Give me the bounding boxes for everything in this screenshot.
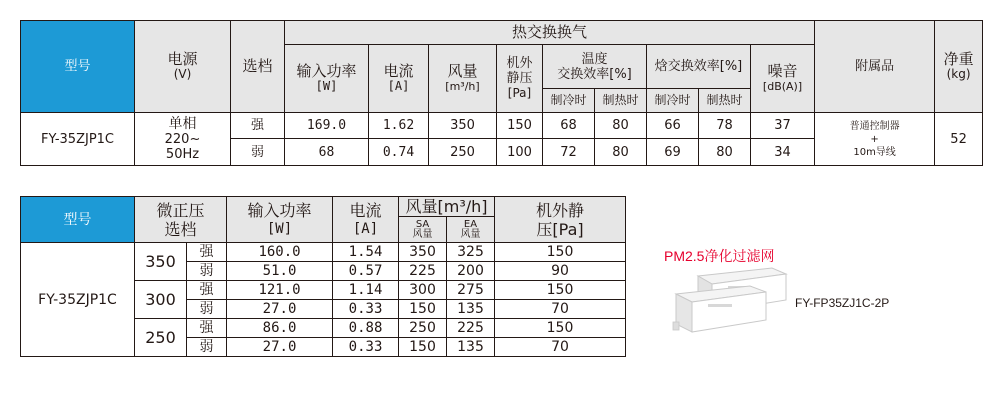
cell-input-power: 27.0 bbox=[227, 338, 333, 357]
header-accessories: 附属品 bbox=[815, 21, 935, 113]
header-static-pressure-line2: 压[Pa] bbox=[536, 219, 584, 239]
cell-model: FY-35ZJP1C bbox=[21, 243, 135, 357]
header-input-power bbox=[227, 197, 333, 243]
header-power-label: 电源 bbox=[167, 49, 198, 68]
cell-sa-airflow: 225 bbox=[399, 262, 447, 281]
header-static-pressure-line1: 机外 bbox=[506, 56, 533, 71]
cell-temp-cooling: 68 bbox=[543, 113, 595, 139]
cell-accessories bbox=[815, 113, 935, 166]
cell-input-power: 27.0 bbox=[227, 300, 333, 319]
cell-static-pressure: 100 bbox=[497, 139, 543, 166]
cell-enthalpy-heating: 78 bbox=[699, 113, 751, 139]
header-noise bbox=[751, 45, 815, 113]
header-ea-label: EA bbox=[463, 218, 478, 230]
cell-static-pressure: 150 bbox=[495, 243, 626, 262]
cell-sa-airflow: 300 bbox=[399, 281, 447, 300]
cell-gear: 强 bbox=[187, 319, 227, 338]
header-micro-pressure-line1: 微正压 bbox=[156, 200, 205, 220]
header-heat-exchange: 热交换换气 bbox=[285, 21, 815, 45]
header-static-pressure-line2: 静压 bbox=[506, 71, 533, 86]
cell-gear: 弱 bbox=[187, 262, 227, 281]
header-input-power-label: 输入功率 bbox=[247, 200, 312, 220]
header-temp-efficiency-line1: 温度 bbox=[581, 51, 608, 67]
cell-sa-airflow: 150 bbox=[399, 300, 447, 319]
header-ea-sub: 风量 bbox=[460, 228, 481, 240]
table-row bbox=[21, 113, 983, 139]
cell-static-pressure: 70 bbox=[495, 300, 626, 319]
header-enthalpy-efficiency: 焓交换效率[%] bbox=[647, 45, 751, 89]
header-static-pressure bbox=[497, 45, 543, 113]
cell-ea-airflow: 200 bbox=[447, 262, 495, 281]
cell-gear: 强 bbox=[187, 243, 227, 262]
cell-ea-airflow: 325 bbox=[447, 243, 495, 262]
cell-current: 0.74 bbox=[369, 139, 429, 166]
cell-pressure: 250 bbox=[135, 319, 187, 357]
cell-net-weight: 52 bbox=[935, 113, 983, 166]
cell-current: 0.88 bbox=[333, 319, 399, 338]
cell-noise: 34 bbox=[751, 139, 815, 166]
header-noise-label: 噪音 bbox=[767, 61, 798, 80]
header-enthalpy-cooling: 制冷时 bbox=[647, 89, 699, 113]
cell-current: 1.14 bbox=[333, 281, 399, 300]
filter-image bbox=[668, 266, 792, 338]
header-temp-heating: 制热时 bbox=[595, 89, 647, 113]
cell-input-power: 169.0 bbox=[285, 113, 369, 139]
cell-enthalpy-cooling: 66 bbox=[647, 113, 699, 139]
cell-temp-heating: 80 bbox=[595, 113, 647, 139]
header-current-label: 电流 bbox=[383, 61, 414, 80]
cell-power-frequency: 50Hz bbox=[165, 146, 200, 162]
header-current bbox=[369, 45, 429, 113]
header-ea-airflow bbox=[447, 217, 495, 243]
cell-pressure: 300 bbox=[135, 281, 187, 319]
cell-input-power: 68 bbox=[285, 139, 369, 166]
cell-power-voltage: 220~ bbox=[164, 131, 201, 147]
header-net-weight bbox=[935, 21, 983, 113]
header-sa-airflow bbox=[399, 217, 447, 243]
cell-static-pressure: 150 bbox=[495, 319, 626, 338]
header-temp-cooling: 制冷时 bbox=[543, 89, 595, 113]
cell-input-power: 121.0 bbox=[227, 281, 333, 300]
header-airflow bbox=[429, 45, 497, 113]
header-current-label: 电流 bbox=[349, 200, 382, 220]
header-static-pressure-line1: 机外静 bbox=[536, 200, 585, 220]
cell-gear: 弱 bbox=[187, 338, 227, 357]
cell-noise: 37 bbox=[751, 113, 815, 139]
cell-static-pressure: 70 bbox=[495, 338, 626, 357]
cell-sa-airflow: 250 bbox=[399, 319, 447, 338]
header-current bbox=[333, 197, 399, 243]
filter-box-front bbox=[673, 286, 766, 332]
spec-table-heat-exchange bbox=[20, 20, 983, 166]
cell-accessory-plus: + bbox=[870, 133, 879, 145]
cell-gear: 弱 bbox=[187, 300, 227, 319]
cell-gear: 弱 bbox=[231, 139, 285, 166]
cell-pressure: 350 bbox=[135, 243, 187, 281]
header-temp-efficiency-line2: 交换效率[%] bbox=[557, 66, 632, 82]
cell-airflow: 250 bbox=[429, 139, 497, 166]
cell-model: FY-35ZJP1C bbox=[21, 113, 135, 166]
spec-table-micro-positive-pressure bbox=[20, 196, 626, 357]
header-static-pressure-unit: [Pa] bbox=[507, 86, 532, 100]
header-power-unit: (V) bbox=[173, 66, 192, 81]
header-temp-efficiency bbox=[543, 45, 647, 89]
header-noise-unit: [dB(A)] bbox=[762, 79, 803, 93]
header-net-weight-label: 净重 bbox=[943, 49, 974, 68]
filter-model: FY-FP35ZJ1C-2P bbox=[795, 296, 890, 310]
header-input-power-unit: [W] bbox=[266, 220, 293, 237]
cell-power-phase: 单相 bbox=[168, 115, 197, 132]
header-micro-pressure-line2: 选档 bbox=[164, 219, 197, 239]
cell-ea-airflow: 225 bbox=[447, 319, 495, 338]
cell-accessory-wire: 10m导线 bbox=[853, 146, 896, 158]
cell-sa-airflow: 350 bbox=[399, 243, 447, 262]
cell-static-pressure: 150 bbox=[495, 281, 626, 300]
cell-ea-airflow: 275 bbox=[447, 281, 495, 300]
cell-ea-airflow: 135 bbox=[447, 300, 495, 319]
cell-current: 0.33 bbox=[333, 338, 399, 357]
cell-static-pressure: 150 bbox=[497, 113, 543, 139]
cell-power bbox=[135, 113, 231, 166]
header-net-weight-unit: (kg) bbox=[946, 66, 971, 81]
header-sa-label: SA bbox=[415, 218, 430, 230]
header-sa-sub: 风量 bbox=[412, 228, 433, 240]
cell-current: 0.57 bbox=[333, 262, 399, 281]
header-power bbox=[135, 21, 231, 113]
cell-gear: 强 bbox=[187, 281, 227, 300]
header-input-power-unit: [W] bbox=[315, 78, 338, 93]
cell-sa-airflow: 150 bbox=[399, 338, 447, 357]
cell-gear: 强 bbox=[231, 113, 285, 139]
header-gear: 选档 bbox=[231, 21, 285, 113]
header-micro-pressure bbox=[135, 197, 227, 243]
cell-current: 1.54 bbox=[333, 243, 399, 262]
filter-title: PM2.5净化过滤网 bbox=[664, 248, 775, 264]
header-input-power bbox=[285, 45, 369, 113]
header-input-power-label: 输入功率 bbox=[296, 61, 357, 80]
cell-ea-airflow: 135 bbox=[447, 338, 495, 357]
header-airflow-label: 风量 bbox=[447, 61, 478, 80]
header-model: 型号 bbox=[21, 21, 135, 113]
header-model: 型号 bbox=[21, 197, 135, 243]
header-static-pressure bbox=[495, 197, 626, 243]
cell-temp-heating: 80 bbox=[595, 139, 647, 166]
cell-current: 1.62 bbox=[369, 113, 429, 139]
cell-input-power: 51.0 bbox=[227, 262, 333, 281]
cell-accessory-controller: 普通控制器 bbox=[849, 120, 900, 132]
cell-enthalpy-heating: 80 bbox=[699, 139, 751, 166]
header-current-unit: [A] bbox=[352, 220, 379, 237]
cell-input-power: 86.0 bbox=[227, 319, 333, 338]
table-row bbox=[21, 243, 626, 262]
header-airflow: 风量[m³/h] bbox=[399, 197, 495, 217]
cell-static-pressure: 90 bbox=[495, 262, 626, 281]
cell-airflow: 350 bbox=[429, 113, 497, 139]
cell-enthalpy-cooling: 69 bbox=[647, 139, 699, 166]
cell-temp-cooling: 72 bbox=[543, 139, 595, 166]
header-enthalpy-heating: 制热时 bbox=[699, 89, 751, 113]
header-current-unit: [A] bbox=[387, 78, 410, 93]
cell-input-power: 160.0 bbox=[227, 243, 333, 262]
cell-current: 0.33 bbox=[333, 300, 399, 319]
header-airflow-unit: [m³/h] bbox=[445, 79, 480, 93]
